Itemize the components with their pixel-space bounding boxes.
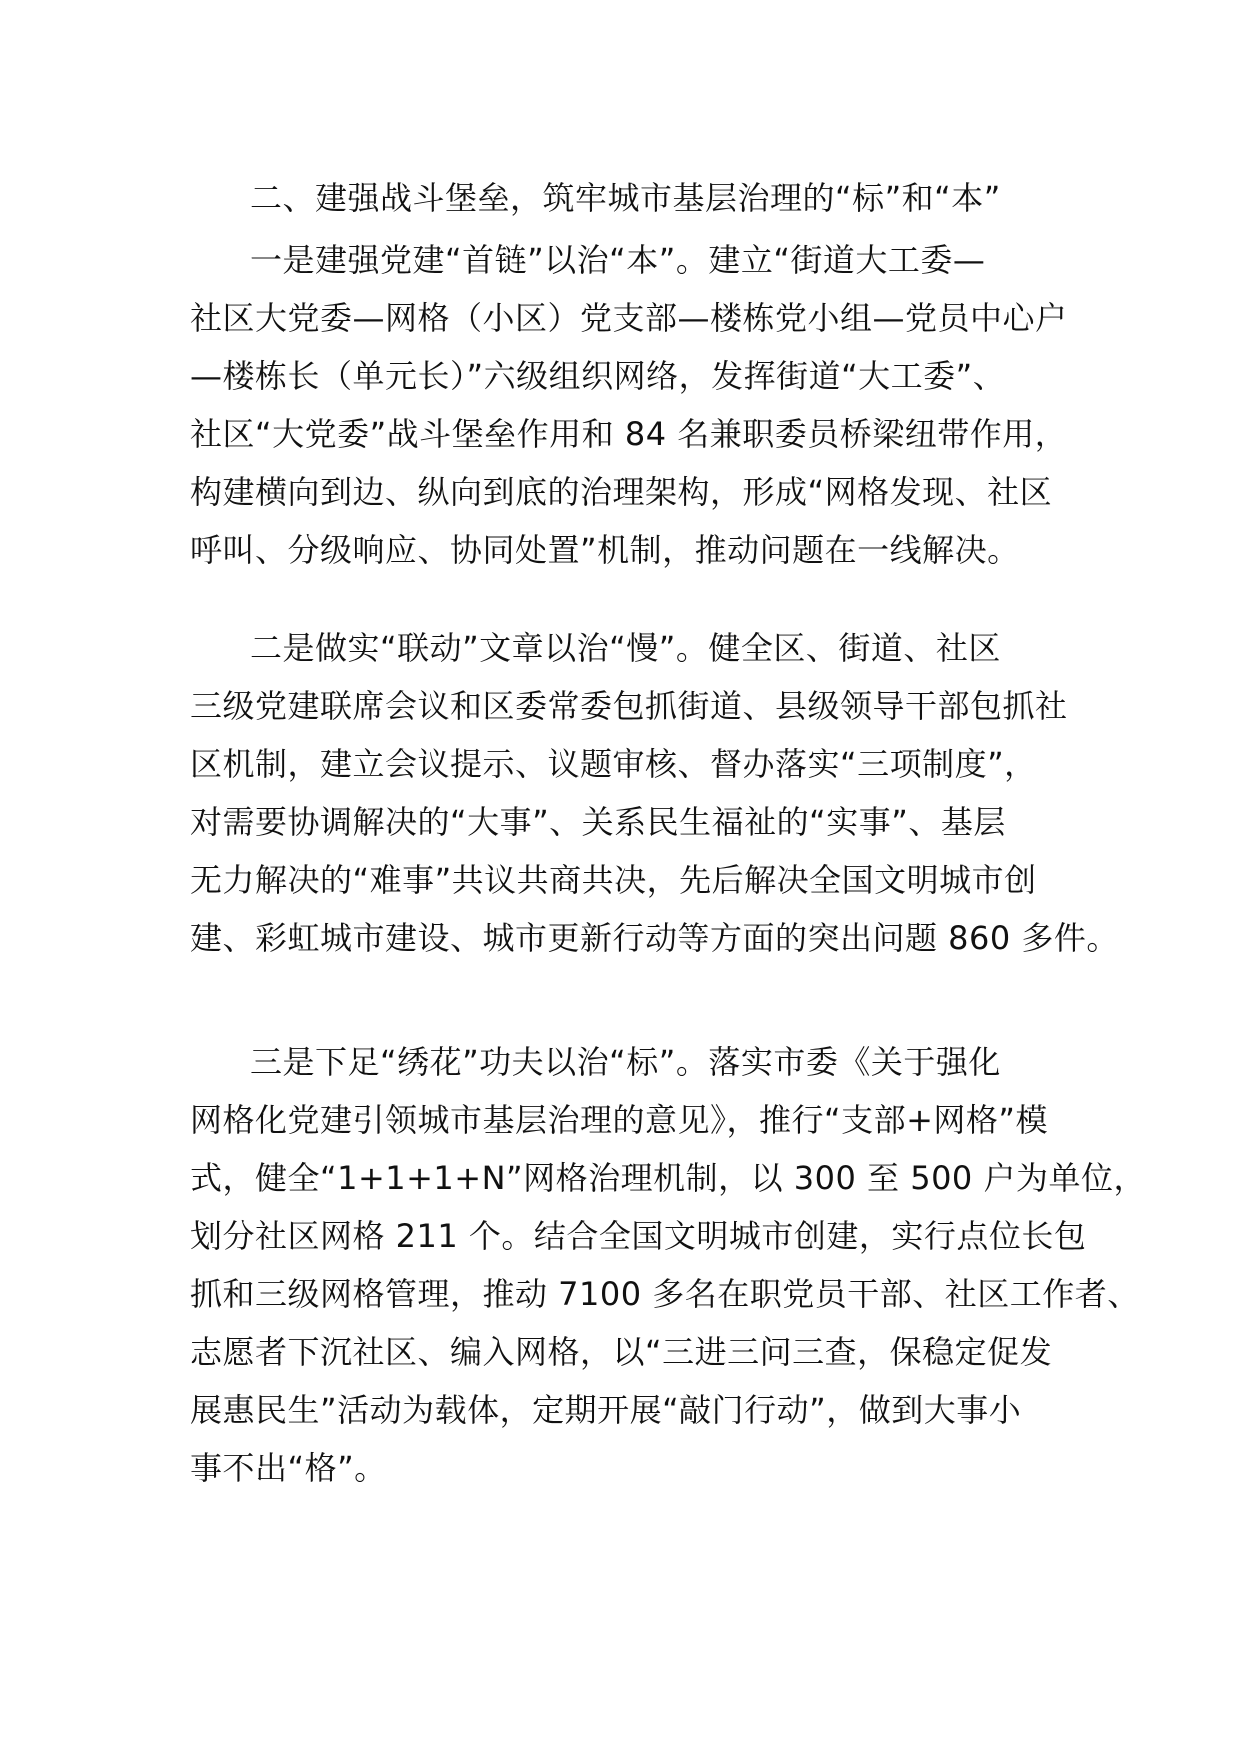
paragraph-2-line-2: 三级党建联席会议和区委常委包抓街道、县级领导干部包抓社	[190, 687, 1068, 725]
paragraph-1-line-2: 社区大党委—网格（小区）党支部—楼栋党小组—党员中心户	[190, 299, 1068, 337]
paragraph-3-line-3: 式，健全“1+1+1+N”网格治理机制，以 300 至 500 户为单位，	[190, 1159, 1146, 1197]
paragraph-2-line-4: 对需要协调解决的“大事”、关系民生福祉的“实事”、基层	[190, 803, 1006, 841]
paragraph-3-line-4: 划分社区网格 211 个。结合全国文明城市创建，实行点位长包	[190, 1217, 1087, 1255]
paragraph-3-line-5: 抓和三级网格管理，推动 7100 多名在职党员干部、社区工作者、	[190, 1275, 1140, 1313]
paragraph-3-line-1: 三是下足“绣花”功夫以治“标”。落实市委《关于强化	[250, 1043, 1001, 1081]
paragraph-1-line-4: 社区“大党委”战斗堡垒作用和 84 名兼职委员桥梁纽带作用，	[190, 415, 1068, 453]
paragraph-3-line-2: 网格化党建引领城市基层治理的意见》，推行“支部+网格”模	[190, 1101, 1048, 1139]
paragraph-3-line-7: 展惠民生”活动为载体，定期开展“敲门行动”，做到大事小	[190, 1391, 1022, 1429]
section-heading: 二、建强战斗堡垒，筑牢城市基层治理的“标”和“本”	[250, 179, 1001, 217]
paragraph-1-line-5: 构建横向到边、纵向到底的治理架构，形成“网格发现、社区	[190, 473, 1053, 511]
paragraph-2-line-3: 区机制，建立会议提示、议题审核、督办落实“三项制度”，	[190, 745, 1037, 783]
paragraph-2-line-1: 二是做实“联动”文章以治“慢”。健全区、街道、社区	[250, 629, 1001, 667]
paragraph-2-line-6: 建、彩虹城市建设、城市更新行动等方面的突出问题 860 多件。	[190, 919, 1119, 957]
paragraph-3-line-6: 志愿者下沉社区、编入网格，以“三进三问三查，保稳定促发	[190, 1333, 1053, 1371]
paragraph-2-line-5: 无力解决的“难事”共议共商共决，先后解决全国文明城市创	[190, 861, 1037, 899]
paragraph-1-line-6: 呼叫、分级响应、协同处置”机制，推动问题在一线解决。	[190, 531, 1020, 569]
paragraph-1-line-1: 一是建强党建“首链”以治“本”。建立“街道大工委—	[250, 241, 986, 279]
paragraph-1-line-3: —楼栋长（单元长）”六级组织网络，发挥街道“大工委”、	[190, 357, 1006, 395]
paragraph-3-line-8: 事不出“格”。	[190, 1449, 387, 1487]
